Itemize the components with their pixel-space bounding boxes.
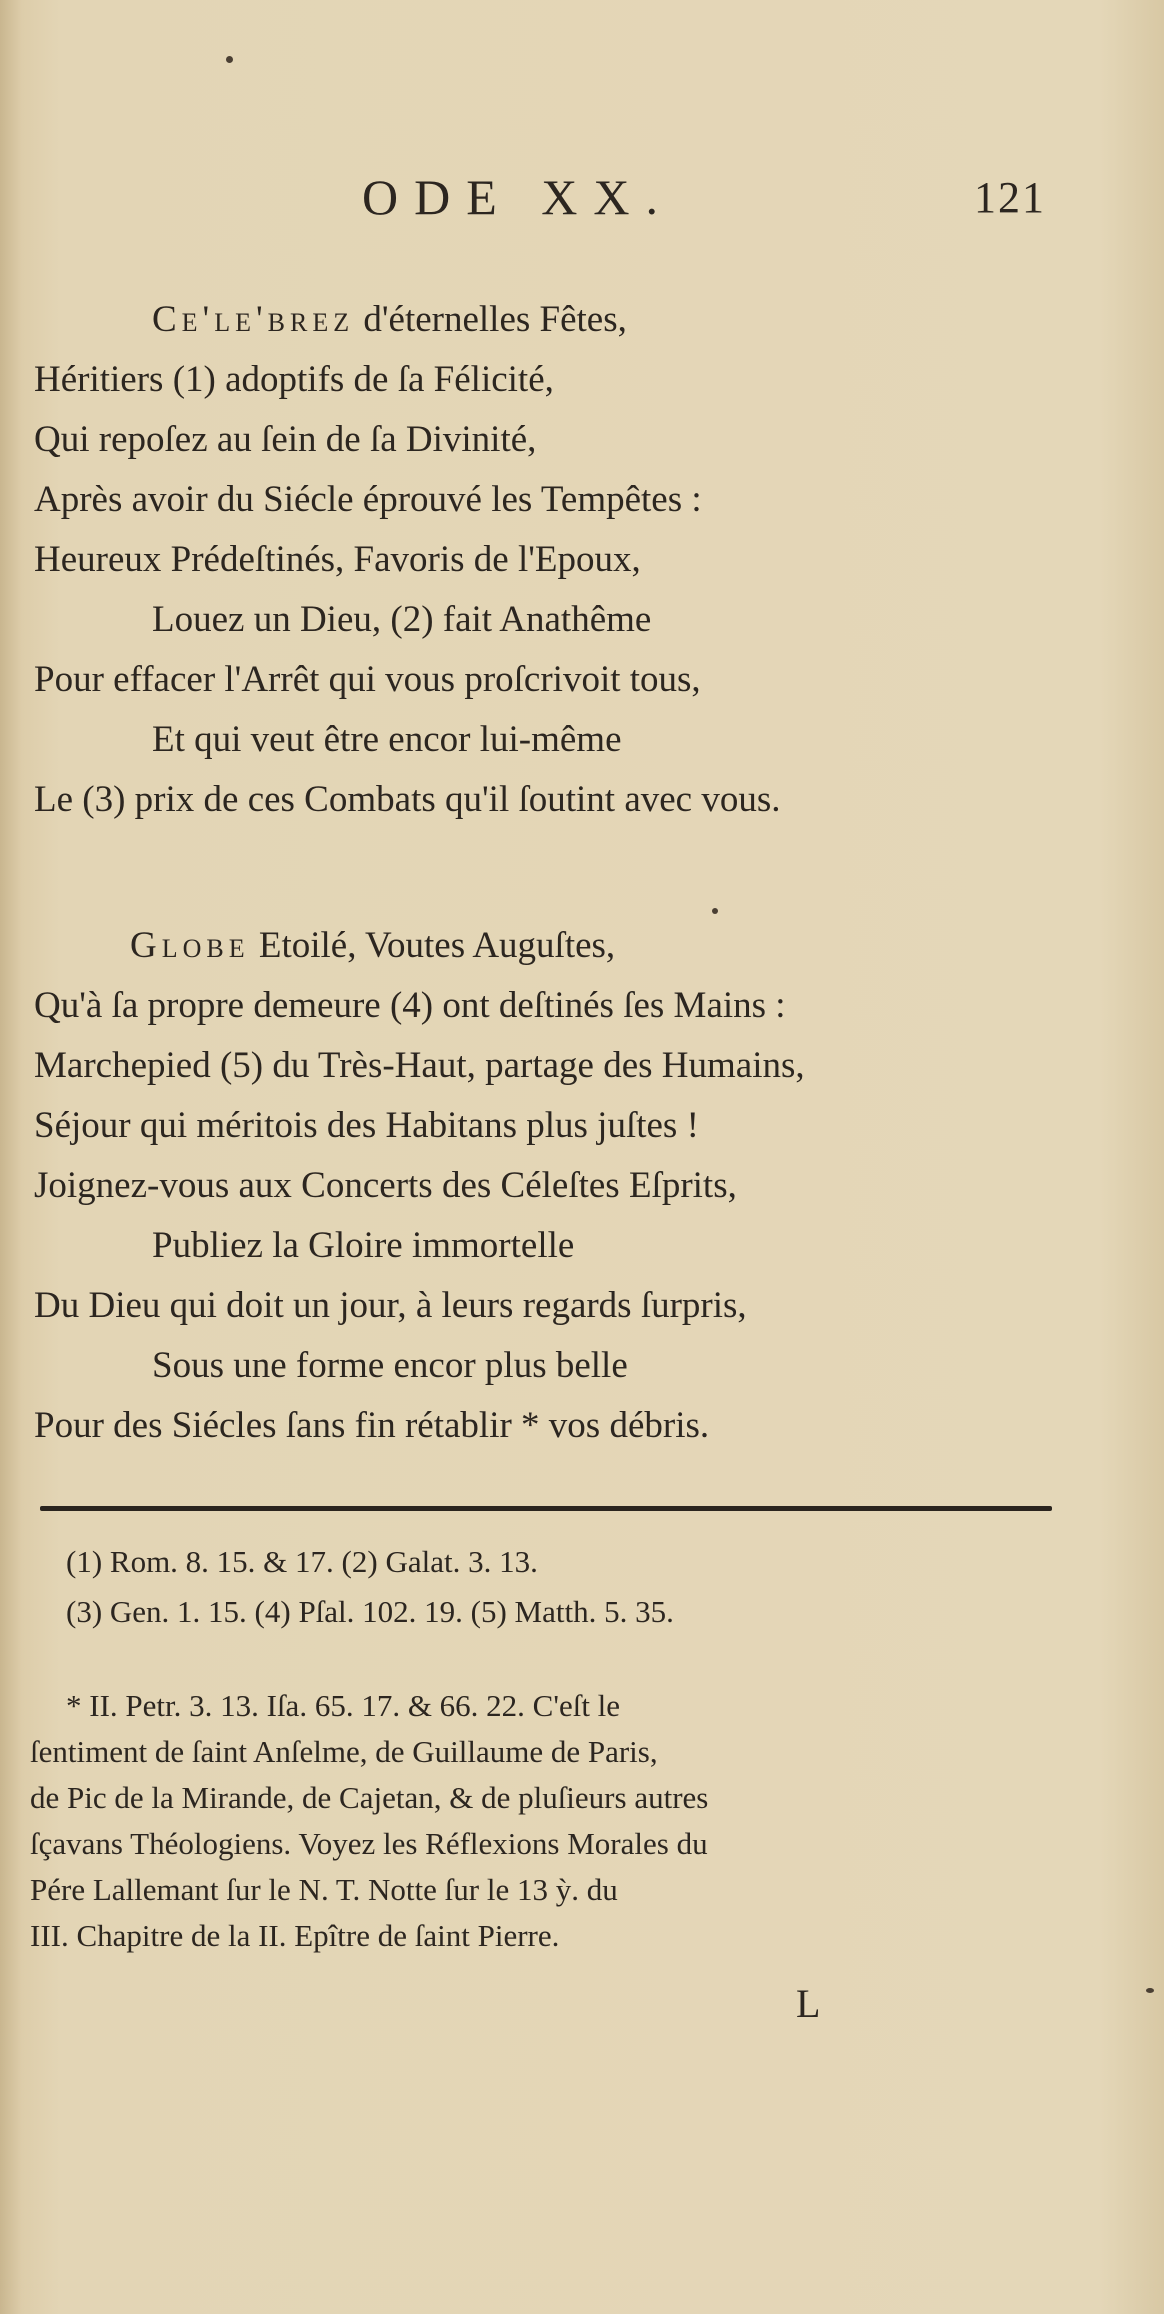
verse-line: Globe Etoilé, Voutes Auguſtes,	[130, 925, 616, 966]
verse-initial: Ce'le'brez	[152, 299, 355, 340]
verse-line: Louez un Dieu, (2) fait Anathême	[152, 599, 652, 640]
verse-line: Du Dieu qui doit un jour, à leurs regards ſurpris,	[34, 1285, 747, 1326]
ink-speck	[1146, 1988, 1154, 1993]
footnote-line: de Pic de la Mirande, de Cajetan, & de pluſieurs autres	[30, 1780, 709, 1815]
verse-line: Qui repoſez au ſein de ſa Divinité,	[34, 419, 537, 460]
verse-line: Publiez la Gloire immortelle	[152, 1225, 575, 1266]
catchword: L	[796, 1981, 821, 2026]
verse-line: Pour des Siécles ſans fin rétablir * vos débris.	[34, 1405, 710, 1446]
page-header	[0, 168, 1164, 228]
verse-line: Séjour qui méritois des Habitans plus juſtes !	[34, 1105, 699, 1146]
verse-line: Sous une forme encor plus belle	[152, 1345, 628, 1386]
verse-line: Joignez-vous aux Concerts des Céleſtes Eſprits,	[34, 1165, 737, 1206]
footnote-line: Pére Lallemant ſur le N. T. Notte ſur le 13 ỳ. du	[30, 1872, 618, 1907]
verse-line: Héritiers (1) adoptifs de ſa Félicité,	[34, 359, 554, 400]
verse-line: Marchepied (5) du Très-Haut, partage des Humains,	[34, 1045, 805, 1086]
verse-line: Après avoir du Siécle éprouvé les Tempêtes :	[34, 479, 702, 520]
ink-speck	[226, 56, 233, 63]
verse-line: Heureux Prédeſtinés, Favoris de l'Epoux,	[34, 539, 641, 580]
footnote-line: ſçavans Théologiens. Voyez les Réflexions Morales du	[30, 1826, 708, 1861]
verse-initial: Globe	[130, 925, 250, 966]
verse-line: Le (3) prix de ces Combats qu'il ſoutint avec vous.	[34, 779, 781, 820]
verse-line: Qu'à ſa propre demeure (4) ont deſtinés ſes Mains :	[34, 985, 786, 1026]
footnote-line: (1) Rom. 8. 15. & 17. (2) Galat. 3. 13.	[66, 1544, 538, 1579]
page-number: 121	[974, 173, 1046, 222]
footnote-line: * II. Petr. 3. 13. Iſa. 65. 17. & 66. 22. C'eſt le	[66, 1688, 621, 1723]
verse-line: Ce'le'brez d'éternelles Fêtes,	[152, 299, 627, 340]
footnote-line: (3) Gen. 1. 15. (4) Pſal. 102. 19. (5) Matth. 5. 35.	[66, 1594, 674, 1629]
running-title: ODE XX.	[362, 169, 674, 225]
ink-speck	[712, 908, 718, 914]
verse-line: Et qui veut être encor lui-même	[152, 719, 622, 760]
verse-line: Pour effacer l'Arrêt qui vous proſcrivoit tous,	[34, 659, 701, 700]
footnote-line: III. Chapitre de la II. Epître de ſaint Pierre.	[30, 1918, 560, 1953]
footnote-line: ſentiment de ſaint Anſelme, de Guillaume de Paris,	[30, 1734, 658, 1769]
footnote-rule	[40, 1506, 1052, 1511]
